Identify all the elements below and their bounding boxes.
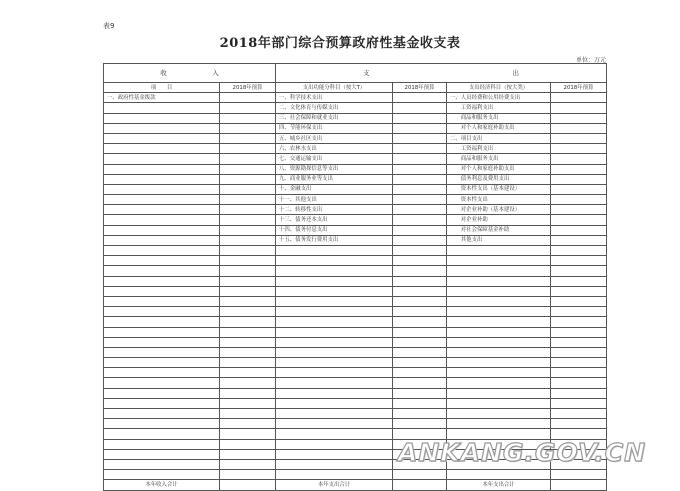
income-budget-cell xyxy=(220,429,276,439)
func-subject-cell xyxy=(276,429,393,439)
income-item-cell xyxy=(104,246,220,256)
col-header-budget-1: 2018年预算 xyxy=(220,83,276,93)
page-title: 2018年部门综合预算政府性基金收支表 xyxy=(219,36,461,51)
econ-subject-cell: 商品和服务支出 xyxy=(447,113,551,123)
income-budget-cell xyxy=(220,449,276,459)
econ-budget-cell xyxy=(551,347,607,357)
func-budget-cell xyxy=(393,93,447,103)
col-header-item: 项 目 xyxy=(104,83,220,93)
func-budget-cell xyxy=(393,256,447,266)
func-subject-cell xyxy=(276,459,393,469)
table-row xyxy=(104,307,607,317)
func-budget-cell xyxy=(393,347,447,357)
income-item-cell xyxy=(104,286,220,296)
func-subject-cell xyxy=(276,470,393,480)
econ-budget-cell xyxy=(551,144,607,154)
econ-subject-cell xyxy=(447,317,551,327)
table-row xyxy=(104,276,607,286)
income-item-cell xyxy=(104,368,220,378)
expense-total-label: 本年支出合计 xyxy=(276,480,393,490)
func-budget-cell xyxy=(393,286,447,296)
table-row xyxy=(104,103,607,113)
income-item-cell xyxy=(104,419,220,429)
income-budget-cell xyxy=(220,409,276,419)
func-subject-cell xyxy=(276,296,393,306)
econ-subject-cell xyxy=(447,286,551,296)
income-item-cell xyxy=(104,388,220,398)
income-item-cell xyxy=(104,154,220,164)
econ-budget-cell xyxy=(551,266,607,276)
func-budget-cell xyxy=(393,174,447,184)
econ-subject-cell: 其他支出 xyxy=(447,235,551,245)
table-row xyxy=(104,184,607,194)
func-budget-cell xyxy=(393,317,447,327)
func-budget-cell xyxy=(393,409,447,419)
econ-budget-cell xyxy=(551,235,607,245)
func-subject-cell: 十四、债务付息支出 xyxy=(276,225,393,235)
income-budget-cell xyxy=(220,286,276,296)
watermark: ANKANG.GOV.CN xyxy=(398,438,647,467)
income-item-cell xyxy=(104,470,220,480)
col-header-budget-3: 2018年预算 xyxy=(551,83,607,93)
table-row xyxy=(104,256,607,266)
table-row xyxy=(104,286,607,296)
income-budget-cell xyxy=(220,459,276,469)
col-header-econ-subject: 支出经济科目（按大类） xyxy=(447,83,551,93)
income-budget-cell xyxy=(220,113,276,123)
income-budget-cell xyxy=(220,205,276,215)
func-budget-cell xyxy=(393,184,447,194)
table-row xyxy=(104,235,607,245)
income-budget-cell xyxy=(220,164,276,174)
econ-budget-cell xyxy=(551,296,607,306)
func-subject-cell xyxy=(276,317,393,327)
func-budget-cell xyxy=(393,103,447,113)
econ-budget-cell xyxy=(551,215,607,225)
income-item-cell xyxy=(104,296,220,306)
col-header-func-subject: 支出功能分科目（按大T） xyxy=(276,83,393,93)
econ-subject-cell: 对企业补助 xyxy=(447,215,551,225)
income-item-cell xyxy=(104,449,220,459)
income-budget-cell xyxy=(220,174,276,184)
table-row xyxy=(104,419,607,429)
income-budget-cell xyxy=(220,327,276,337)
econ-budget-cell xyxy=(551,409,607,419)
func-budget-cell xyxy=(393,225,447,235)
income-item-cell xyxy=(104,133,220,143)
func-subject-cell xyxy=(276,276,393,286)
header-income: 收 入 xyxy=(104,64,276,83)
table-row xyxy=(104,246,607,256)
func-subject-cell: 十二、转移性支出 xyxy=(276,205,393,215)
func-subject-cell xyxy=(276,368,393,378)
func-subject-cell: 十五、债务发行费用支出 xyxy=(276,235,393,245)
func-budget-cell xyxy=(393,358,447,368)
expense-total-value xyxy=(393,480,447,490)
func-subject-cell xyxy=(276,409,393,419)
econ-subject-cell xyxy=(447,337,551,347)
col-header-budget-2: 2018年预算 xyxy=(393,83,447,93)
table-row xyxy=(104,378,607,388)
income-item-cell xyxy=(104,215,220,225)
func-budget-cell xyxy=(393,133,447,143)
income-budget-cell xyxy=(220,307,276,317)
econ-subject-cell xyxy=(447,246,551,256)
econ-subject-cell: 资本性支出 xyxy=(447,195,551,205)
econ-total-value xyxy=(551,480,607,490)
econ-subject-cell xyxy=(447,409,551,419)
income-budget-cell xyxy=(220,184,276,194)
income-item-cell xyxy=(104,103,220,113)
econ-budget-cell xyxy=(551,103,607,113)
econ-subject-cell xyxy=(447,256,551,266)
table-row xyxy=(104,154,607,164)
func-budget-cell xyxy=(393,164,447,174)
income-item-cell xyxy=(104,205,220,215)
econ-budget-cell xyxy=(551,307,607,317)
income-budget-cell xyxy=(220,123,276,133)
func-budget-cell xyxy=(393,195,447,205)
table-row xyxy=(104,133,607,143)
income-item-cell xyxy=(104,164,220,174)
income-budget-cell xyxy=(220,296,276,306)
econ-budget-cell xyxy=(551,398,607,408)
table-row xyxy=(104,266,607,276)
econ-subject-cell: 对社会保障基金补助 xyxy=(447,225,551,235)
func-budget-cell xyxy=(393,154,447,164)
func-budget-cell xyxy=(393,215,447,225)
income-budget-cell xyxy=(220,378,276,388)
income-budget-cell xyxy=(220,358,276,368)
func-subject-cell: 七、交通运输支出 xyxy=(276,154,393,164)
income-item-cell xyxy=(104,266,220,276)
table-row xyxy=(104,398,607,408)
func-budget-cell xyxy=(393,266,447,276)
econ-budget-cell xyxy=(551,93,607,103)
income-budget-cell xyxy=(220,439,276,449)
econ-subject-cell xyxy=(447,327,551,337)
income-budget-cell xyxy=(220,154,276,164)
func-subject-cell xyxy=(276,347,393,357)
func-budget-cell xyxy=(393,470,447,480)
income-item-cell xyxy=(104,276,220,286)
econ-subject-cell xyxy=(447,347,551,357)
income-item-cell xyxy=(104,398,220,408)
table-row xyxy=(104,337,607,347)
econ-budget-cell xyxy=(551,317,607,327)
table-row xyxy=(104,317,607,327)
income-budget-cell xyxy=(220,337,276,347)
econ-subject-cell: 资本性支出（基本建设） xyxy=(447,184,551,194)
func-budget-cell xyxy=(393,205,447,215)
econ-subject-cell: 对企业补助（基本建设） xyxy=(447,205,551,215)
income-budget-cell xyxy=(220,144,276,154)
table-row xyxy=(104,174,607,184)
econ-subject-cell xyxy=(447,266,551,276)
econ-budget-cell xyxy=(551,123,607,133)
func-subject-cell xyxy=(276,286,393,296)
budget-table xyxy=(103,63,607,491)
income-budget-cell xyxy=(220,317,276,327)
table-row xyxy=(104,388,607,398)
econ-budget-cell xyxy=(551,368,607,378)
table-row xyxy=(104,368,607,378)
income-budget-cell xyxy=(220,246,276,256)
income-budget-cell xyxy=(220,215,276,225)
econ-subject-cell: 对个人和家庭补助支出 xyxy=(447,123,551,133)
func-subject-cell: 三、社会保障和就业支出 xyxy=(276,113,393,123)
func-subject-cell xyxy=(276,398,393,408)
econ-subject-cell xyxy=(447,307,551,317)
income-item-cell xyxy=(104,307,220,317)
table-row xyxy=(104,215,607,225)
econ-subject-cell xyxy=(447,276,551,286)
table-row xyxy=(104,327,607,337)
income-item-cell xyxy=(104,429,220,439)
func-subject-cell xyxy=(276,378,393,388)
econ-total-label: 本年支出合计 xyxy=(447,480,551,490)
econ-budget-cell xyxy=(551,246,607,256)
totals-row xyxy=(104,480,607,490)
func-budget-cell xyxy=(393,276,447,286)
econ-budget-cell xyxy=(551,276,607,286)
econ-subject-cell xyxy=(447,296,551,306)
income-item-cell xyxy=(104,317,220,327)
func-budget-cell xyxy=(393,246,447,256)
income-budget-cell xyxy=(220,103,276,113)
func-budget-cell xyxy=(393,388,447,398)
income-item-cell xyxy=(104,347,220,357)
income-budget-cell xyxy=(220,235,276,245)
func-subject-cell xyxy=(276,358,393,368)
func-subject-cell: 二、文化体育与传媒支出 xyxy=(276,103,393,113)
income-budget-cell xyxy=(220,225,276,235)
table-row xyxy=(104,358,607,368)
income-budget-cell xyxy=(220,195,276,205)
income-item-cell xyxy=(104,358,220,368)
income-total-label: 本年收入合计 xyxy=(104,480,220,490)
econ-budget-cell xyxy=(551,419,607,429)
income-item-cell xyxy=(104,113,220,123)
table-number-label: 表9 xyxy=(103,22,115,30)
econ-budget-cell xyxy=(551,286,607,296)
income-item-cell xyxy=(104,195,220,205)
econ-subject-cell xyxy=(447,470,551,480)
income-item-cell xyxy=(104,327,220,337)
income-item-cell xyxy=(104,378,220,388)
econ-budget-cell xyxy=(551,225,607,235)
unit-label: 单位：万元 xyxy=(575,57,606,64)
func-subject-cell xyxy=(276,419,393,429)
func-subject-cell: 六、农林水支出 xyxy=(276,144,393,154)
income-item-cell xyxy=(104,459,220,469)
table-row xyxy=(104,470,607,480)
econ-budget-cell xyxy=(551,164,607,174)
income-item-cell xyxy=(104,337,220,347)
func-subject-cell xyxy=(276,439,393,449)
income-item-cell: 一、政府性基金拨款 xyxy=(104,93,220,103)
table-row xyxy=(104,93,607,103)
econ-budget-cell xyxy=(551,154,607,164)
income-budget-cell xyxy=(220,368,276,378)
table-row xyxy=(104,225,607,235)
table-row xyxy=(104,347,607,357)
econ-subject-cell: 债务利息及费用支出 xyxy=(447,174,551,184)
econ-subject-cell: 商品和服务支出 xyxy=(447,154,551,164)
header-expense: 支 出 xyxy=(276,64,607,83)
table-row xyxy=(104,409,607,419)
income-item-cell xyxy=(104,123,220,133)
table-row xyxy=(104,123,607,133)
income-item-cell xyxy=(104,144,220,154)
func-subject-cell: 四、节能环保支出 xyxy=(276,123,393,133)
func-subject-cell xyxy=(276,307,393,317)
func-subject-cell: 九、商业服务业等支出 xyxy=(276,174,393,184)
econ-budget-cell xyxy=(551,327,607,337)
income-item-cell xyxy=(104,184,220,194)
func-subject-cell xyxy=(276,246,393,256)
income-item-cell xyxy=(104,256,220,266)
econ-subject-cell xyxy=(447,358,551,368)
econ-budget-cell xyxy=(551,184,607,194)
econ-budget-cell xyxy=(551,174,607,184)
econ-budget-cell xyxy=(551,256,607,266)
table-row xyxy=(104,164,607,174)
table-row xyxy=(104,296,607,306)
table-row xyxy=(104,195,607,205)
income-budget-cell xyxy=(220,470,276,480)
econ-subject-cell: 二、项目支出 xyxy=(447,133,551,143)
econ-budget-cell xyxy=(551,195,607,205)
income-item-cell xyxy=(104,235,220,245)
econ-budget-cell xyxy=(551,388,607,398)
income-budget-cell xyxy=(220,276,276,286)
income-item-cell xyxy=(104,409,220,419)
func-budget-cell xyxy=(393,419,447,429)
econ-subject-cell: 工资福利支出 xyxy=(447,103,551,113)
func-budget-cell xyxy=(393,123,447,133)
econ-subject-cell: 工资福利支出 xyxy=(447,144,551,154)
income-budget-cell xyxy=(220,133,276,143)
income-budget-cell xyxy=(220,398,276,408)
econ-budget-cell xyxy=(551,205,607,215)
func-subject-cell: 五、城乡社区支出 xyxy=(276,133,393,143)
func-subject-cell: 十一、其他支出 xyxy=(276,195,393,205)
func-budget-cell xyxy=(393,144,447,154)
income-item-cell xyxy=(104,225,220,235)
table-row xyxy=(104,113,607,123)
func-budget-cell xyxy=(393,235,447,245)
econ-budget-cell xyxy=(551,378,607,388)
func-budget-cell xyxy=(393,368,447,378)
econ-budget-cell xyxy=(551,113,607,123)
table-row xyxy=(104,144,607,154)
func-budget-cell xyxy=(393,296,447,306)
func-budget-cell xyxy=(393,378,447,388)
func-subject-cell: 十三、债务还本支出 xyxy=(276,215,393,225)
econ-subject-cell xyxy=(447,398,551,408)
econ-subject-cell xyxy=(447,378,551,388)
func-subject-cell xyxy=(276,266,393,276)
header-row-group xyxy=(104,64,607,83)
func-subject-cell xyxy=(276,449,393,459)
func-subject-cell: 一、科学技术支出 xyxy=(276,93,393,103)
econ-subject-cell: 一、人员经费和公用经费支出 xyxy=(447,93,551,103)
income-budget-cell xyxy=(220,266,276,276)
func-subject-cell xyxy=(276,327,393,337)
income-budget-cell xyxy=(220,93,276,103)
income-budget-cell xyxy=(220,347,276,357)
func-budget-cell xyxy=(393,307,447,317)
func-budget-cell xyxy=(393,398,447,408)
econ-subject-cell: 对个人和家庭补助支出 xyxy=(447,164,551,174)
income-budget-cell xyxy=(220,419,276,429)
income-item-cell xyxy=(104,439,220,449)
econ-budget-cell xyxy=(551,358,607,368)
income-budget-cell xyxy=(220,256,276,266)
income-budget-cell xyxy=(220,388,276,398)
func-budget-cell xyxy=(393,113,447,123)
econ-subject-cell xyxy=(447,368,551,378)
func-subject-cell xyxy=(276,256,393,266)
func-budget-cell xyxy=(393,327,447,337)
econ-subject-cell xyxy=(447,419,551,429)
econ-budget-cell xyxy=(551,470,607,480)
table-row xyxy=(104,205,607,215)
func-subject-cell xyxy=(276,337,393,347)
func-budget-cell xyxy=(393,337,447,347)
econ-budget-cell xyxy=(551,337,607,347)
header-row-columns xyxy=(104,83,607,93)
econ-budget-cell xyxy=(551,133,607,143)
econ-subject-cell xyxy=(447,388,551,398)
income-item-cell xyxy=(104,174,220,184)
func-subject-cell: 十、金融支出 xyxy=(276,184,393,194)
func-subject-cell: 八、资源勘探信息等支出 xyxy=(276,164,393,174)
func-subject-cell xyxy=(276,388,393,398)
income-total-value xyxy=(220,480,276,490)
